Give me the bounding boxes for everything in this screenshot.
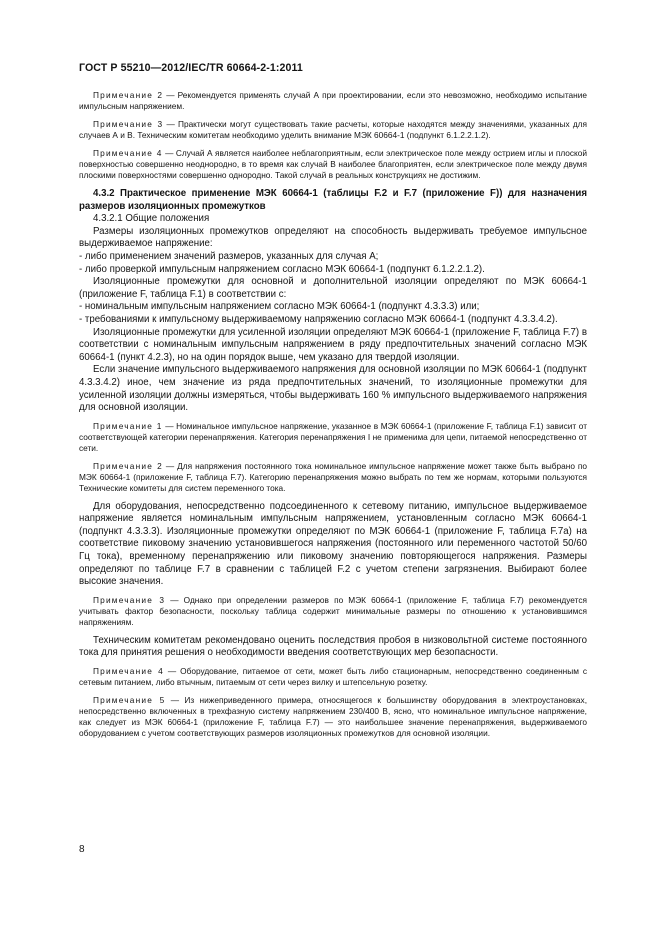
note-2-top — [79, 90, 587, 112]
note-text: — Рекомендуется применять случай А при проектировании, если это невозможно, необходимо испытание импульсным напряжением. — [79, 90, 587, 111]
note-4-top — [79, 148, 587, 181]
note-label: Примечание 2 — [93, 90, 164, 100]
note-text: — Практически могут существовать такие расчеты, которые находятся между значениями, указанных для случаев А и В. Техническим комитетам необходимо уделить внимание МЭК 60664-1 (подпункт 6.1.2.2.1.2). — [79, 119, 587, 140]
note-2-mid — [79, 461, 587, 494]
note-3-mid — [79, 595, 587, 628]
note-text: — Для напряжения постоянного тока номинальное импульсное напряжение может также быть выбрано по МЭК 60664-1 (приложение F, таблица F.7). Категорию перенапряжения можно выбрать по тем же нормам, которыми пользуются Технические комитеты для систем переменного тока. — [79, 460, 587, 493]
note-label: Примечание 2 — [93, 460, 163, 471]
paragraph: Если значение импульсного выдерживаемого напряжения для основной изоляции по МЭК 60664-1 (подпункт 4.3.3.4.2) иное, чем значение из ряда предпочтительных значений, то изоляционные промежутки для усиленной изоляции должны измеряться, чтобы выдерживать 160 % импульсного выдерживаемого напряжения для основной изоляции. — [79, 364, 587, 414]
note-label: Примечание 3 — [93, 119, 164, 129]
note-label: Примечание 3 — [93, 594, 166, 605]
note-text: — Номинальное импульсное напряжение, указанное в МЭК 60664-1 (приложение F, таблица F.1) зависит от соответствующей категории перенапряжения. Категория перенапряжения I не применима для цепи, питаемой непосредственно от сети. — [79, 420, 587, 453]
paragraph: Изоляционные промежутки для основной и дополнительной изоляции определяют по МЭК 60664-1 (приложение F, таблица F.1) в соответствии с: — [79, 276, 587, 300]
note-text: — Случай А является наиболее неблагоприятным, если электрическое поле между острием иглы и плоской поверхностью совершенно неоднородно, в то время как случай В наиболее благоприятен, если электрическое поле между двумя плоскими поверхностями совершенно однородно. Такой случай в реальных конструкциях не достижим. — [79, 148, 587, 180]
list-item: - требованиями к импульсному выдерживаемому напряжению согласно МЭК 60664-1 (подпункт 4.3.3.4.2). — [79, 313, 558, 325]
list-item: - либо проверкой импульсным напряжением согласно МЭК 60664-1 (подпункт 6.1.2.2.1.2). — [79, 263, 485, 275]
note-text: — Оборудование, питаемое от сети, может быть либо стационарным, непосредственно соединенным с сетевым питанием, либо втычным, питаемым от сети через вилку и штепсельную розетку. — [79, 666, 587, 688]
paragraph: Размеры изоляционных промежутков определяют на способность выдерживать требуемое импульсное выдерживаемое напряжение: — [79, 225, 587, 250]
list-item: - либо применением значений размеров, указанных для случая А; — [79, 250, 379, 262]
document-header: ГОСТ Р 55210—2012/IEC/TR 60664-2-1:2011 — [79, 62, 303, 74]
note-text: — Из нижеприведенного примера, относящегося к большинству оборудования в электроустановках, непосредственно включенных в трехфазную систему напряжением 230/400 В, ясно, что номинальное импульсное напряжение, как следует из МЭК 60664-1 (приложение F, таблица F.7) — это наибольшее значение перенапряжения, выдерживаемого оборудованием с учетом соответствующих размеров изоляционных промежутков для основной изоляции. — [79, 695, 587, 739]
paragraph: Для оборудования, непосредственно подсоединенного к сетевому питанию, импульсное выдерживаемое напряжение является номинальным импульсным напряжением, установленным согласно МЭК 60664-1 (подпункт 4.3.3.3). Изоляционные промежутки определяют по МЭК 60664-1 (приложение F, таблица F.7а) на соответствие пиковому значению установившегося напряжения (постоянного или переменного частотой 50/60 Гц тока), временному перенапряжению или пиковому значению повторяющегося напряжения. Размеры определяют по таблице F.7 в сравнении с таблицей F.2 с учетом степени загрязнения. Выбирают более высокие значения. — [79, 500, 587, 588]
paragraph: Техническим комитетам рекомендовано оценить последствия пробоя в низковольтной системе постоянного тока для принятия решения о необходимости введения соответствующих мер безопасности. — [79, 634, 587, 659]
note-label: Примечание 1 — [93, 420, 163, 431]
note-label: Примечание 4 — [93, 148, 163, 158]
section-subheading: 4.3.2.1 Общие положения — [93, 213, 210, 225]
note-text: — Однако при определении размеров по МЭК 60664-1 (приложение F, таблица F.7) рекомендуется учитывать фактор безопасности, поскольку таблица содержит минимальные размеры по отношению к установившимся напряжениям. — [79, 594, 587, 627]
note-3-top — [79, 119, 587, 141]
page-number: 8 — [79, 844, 85, 855]
note-5-bottom — [79, 695, 587, 739]
note-4-bottom — [79, 666, 587, 688]
note-label: Примечание 5 — [93, 695, 166, 706]
note-label: Примечание 4 — [93, 666, 164, 677]
list-item: - номинальным импульсным напряжением согласно МЭК 60664-1 (подпункт 4.3.3.3) или; — [79, 301, 480, 313]
paragraph: Изоляционные промежутки для усиленной изоляции определяют МЭК 60664-1 (приложение F, таблица F.7) в соответствии с номинальным импульсным напряжением в ряду предпочтительных значений согласно МЭК 60664-1 (пункт 4.2.3), но на один порядок выше, чем указано для твердой изоляции. — [79, 326, 587, 363]
page-content — [79, 90, 587, 746]
section-heading: 4.3.2 Практическое применение МЭК 60664-1 (таблицы F.2 и F.7 (приложение F)) для назначения размеров изоляционных промежутков — [79, 188, 587, 212]
note-1-mid — [79, 421, 587, 454]
